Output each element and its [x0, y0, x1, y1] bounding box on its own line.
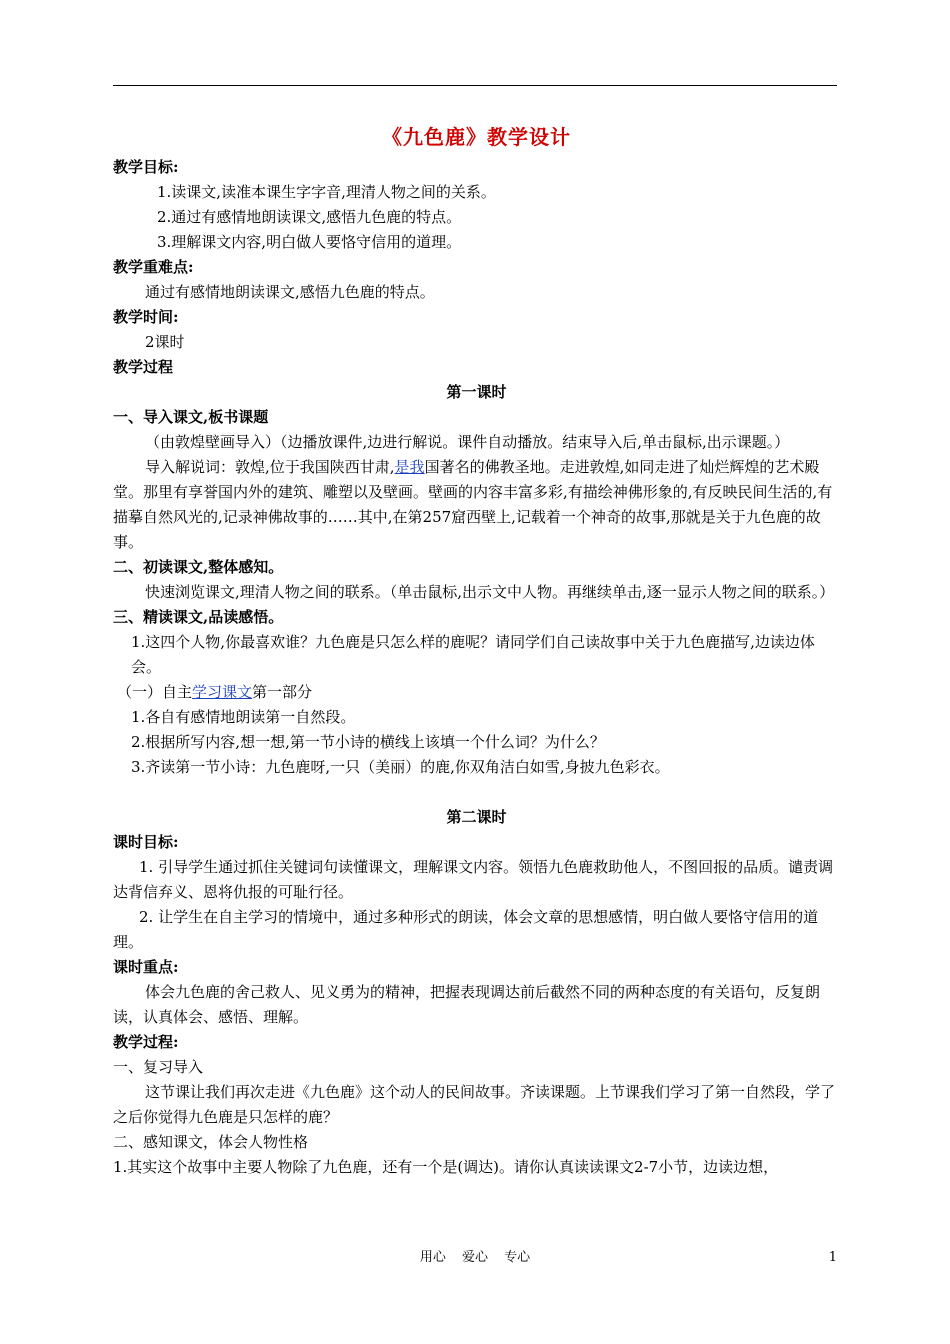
lesson2-heading: 第二课时 — [446, 808, 507, 826]
section3-item: 1.这四个人物,你最喜欢谁？九色鹿是只怎么样的鹿呢？请同学们自己读故事中关于九色鹿描写,边读边体会。 — [131, 633, 815, 676]
section1-paragraph: （由敦煌壁画导入）（边播放课件,边进行解说。课件自动播放。结束导入后,单击鼠标,出示课题。） — [145, 433, 790, 451]
lesson2-step1-text: 这节课让我们再次走进《九色鹿》这个动人的民间故事。齐读课题。上节课我们学习了第一自然段，学了之后你觉得九色鹿是只怎样的鹿？ — [113, 1083, 836, 1126]
lesson2-objective: 1. 引导学生通过抓住关键词句读懂课文，理解课文内容。领悟九色鹿救助他人，不图回报的品质。谴责调达背信弃义、恩将仇报的可耻行径。 — [113, 858, 834, 901]
document-body — [113, 122, 840, 1180]
footer-motto: 用心 爱心 专心 — [419, 1250, 531, 1265]
process-heading: 教学过程 — [113, 358, 174, 376]
difficulty-text: 通过有感情地朗读课文,感悟九色鹿的特点。 — [145, 283, 435, 301]
lesson2-process-heading: 教学过程: — [113, 1033, 179, 1051]
lesson2-step2-text: 1.其实这个故事中主要人物除了九色鹿，还有一个是(调达)。请你认真读读课文2-7小节，边读边想， — [113, 1158, 779, 1176]
lesson2-objectives-heading: 课时目标: — [113, 833, 179, 851]
narration-text-rest: 国著名的佛教圣地。走进敦煌,如同走进了灿烂辉煌的艺术殿堂。那里有享誉国内外的建筑、雕塑以及壁画。壁画的内容丰富多彩,有描绘神佛形象的,有反映民间生活的,有描摹自然风光的,记录神佛故事的……其中,在第257窟西壁上,记载着一个神奇的故事,那就是关于九色鹿的故事。 — [113, 458, 833, 551]
header-rule — [113, 85, 837, 86]
objectives-heading: 教学目标: — [113, 158, 179, 176]
difficulty-heading: 教学重难点: — [113, 258, 194, 276]
page-number: 1 — [828, 1250, 837, 1265]
spacer — [113, 780, 840, 805]
section3-step: 3.齐读第一节小诗：九色鹿呀,一只（美丽）的鹿,你双角洁白如雪,身披九色彩衣。 — [131, 758, 670, 776]
lesson1-heading: 第一课时 — [446, 383, 507, 401]
section3-step: 2.根据所写内容,想一想,第一节小诗的横线上该填一个什么词？为什么？ — [131, 733, 605, 751]
section3-heading: 三、精读课文,品读感悟。 — [113, 608, 284, 626]
inline-link[interactable]: 学习课文 — [192, 683, 253, 701]
objective-item: 1.读课文,读准本课生字字音,理清人物之间的关系。 — [157, 183, 496, 201]
section1-heading: 一、导入课文,板书课题 — [113, 408, 269, 426]
subheading-text-rest: 第一部分 — [252, 683, 313, 701]
section3-step: 1.各自有感情地朗读第一自然段。 — [131, 708, 356, 726]
section2-paragraph: 快速浏览课文,理清人物之间的联系。（单击鼠标,出示文中人物。再继续单击,逐一显示人物之间的联系。） — [145, 583, 835, 601]
lesson2-objective: 2. 让学生在自主学习的情境中，通过多种形式的朗读，体会文章的思想感情，明白做人要恪守信用的道理。 — [113, 908, 819, 951]
narration-text-start: 导入解说词：敦煌,位于我国陕西甘肃, — [145, 458, 395, 476]
time-heading: 教学时间: — [113, 308, 179, 326]
subheading-text-start: （一）自主 — [117, 683, 193, 701]
lesson2-focus-heading: 课时重点: — [113, 958, 179, 976]
lesson2-step2-heading: 二、感知课文，体会人物性格 — [113, 1133, 309, 1151]
section2-heading: 二、初读课文,整体感知。 — [113, 558, 284, 576]
lesson2-step1-heading: 一、复习导入 — [113, 1058, 204, 1076]
time-text: 2课时 — [145, 333, 185, 351]
document-title: 《九色鹿》教学设计 — [382, 125, 571, 149]
objective-item: 2.通过有感情地朗读课文,感悟九色鹿的特点。 — [157, 208, 462, 226]
section3-subheading — [113, 680, 840, 705]
inline-link[interactable]: 是我 — [394, 458, 425, 476]
lesson2-focus-text: 体会九色鹿的舍己救人、见义勇为的精神，把握表现调达前后截然不同的两种态度的有关语句，反复朗读，认真体会、感悟、理解。 — [113, 983, 821, 1026]
objective-item: 3.理解课文内容,明白做人要恪守信用的道理。 — [157, 233, 462, 251]
section1-narration — [113, 455, 840, 555]
